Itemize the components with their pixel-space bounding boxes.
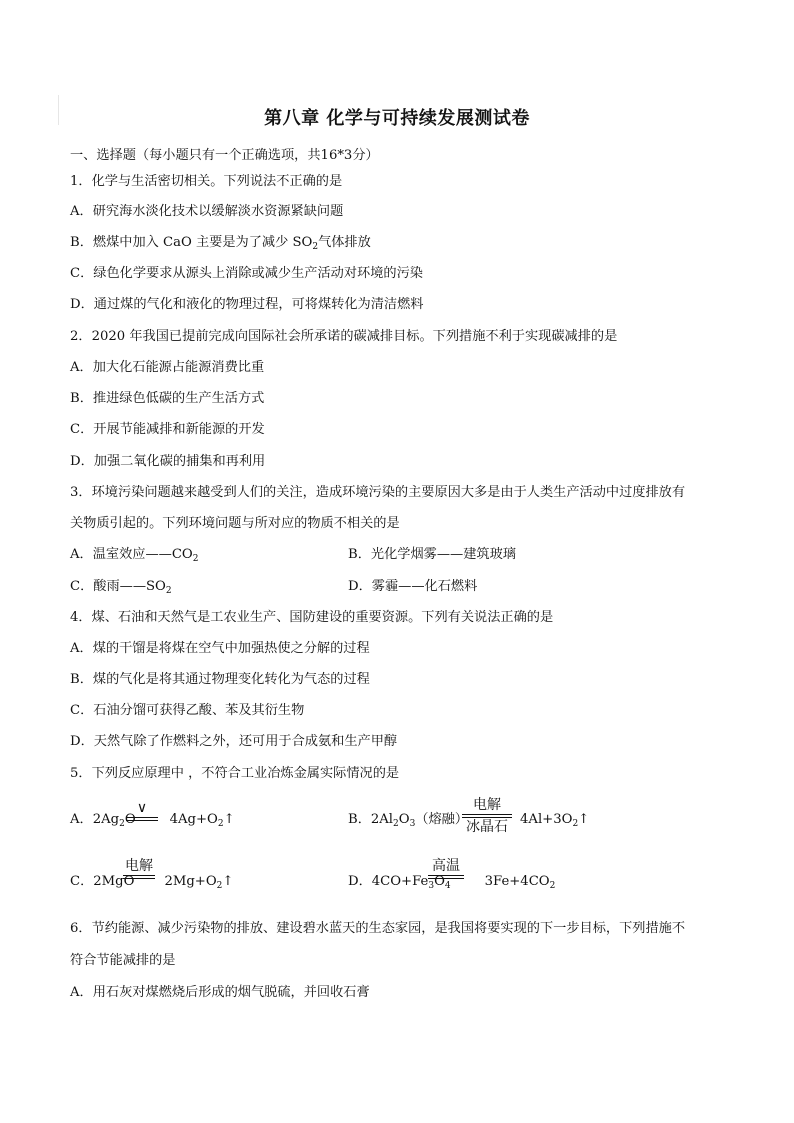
q1-option-b: B．燃煤中加入 CaO 主要是为了减少 $SO_2$气体排放 xyxy=(70,235,371,252)
q1-option-d: D．通过煤的气化和液化的物理过程，可将煤转化为清洁燃料 xyxy=(70,297,424,312)
q3-option-c: C．酸雨$——SO_2$ xyxy=(70,579,172,596)
q1-option-c: C．绿色化学要求从源头上消除或减少生产活动对环境的污染 xyxy=(70,266,423,281)
q5-stem: 5．下列反应原理中 ，不符合工业冶炼金属实际情况的是 xyxy=(70,766,400,781)
q2-option-b: B．推进绿色低碳的生产生活方式 xyxy=(70,391,265,406)
q3-stem-line1: 3．环境污染问题越来越受到人们的关注，造成环境污染的主要原因大多是由于人类生产活动中过度排放有 xyxy=(70,485,686,500)
q3-stem-line2: 关物质引起的。下列环境问题与所对应的物质不相关的是 xyxy=(70,516,400,531)
q4-stem: 4．煤、石油和天然气是工农业生产、国防建设的重要资源。下列有关说法正确的是 xyxy=(70,610,554,625)
q4-option-a: A．煤的干馏是将煤在空气中加强热使之分解的过程 xyxy=(70,641,370,656)
q5-b-condition: 电解 冰晶石 xyxy=(462,796,512,836)
q3-option-d: D．雾霾——化石燃料 xyxy=(348,579,478,594)
q5-option-b: B．$2Al_2O_3$（熔融） $4Al+3O_2↑$ xyxy=(348,812,590,829)
q5-a-condition: ∨ xyxy=(126,799,158,821)
q1-option-a: A．研究海水淡化技术以缓解淡水资源紧缺问题 xyxy=(70,204,344,219)
q4-option-b: B．煤的气化是将其通过物理变化转化为气态的过程 xyxy=(70,672,370,687)
q1-stem: 1．化学与生活密切相关。下列说法不正确的是 xyxy=(70,174,343,189)
q2-stem: 2．2020 年我国已提前完成向国际社会所承诺的碳减排目标。下列措施不利于实现碳减排的是 xyxy=(70,329,618,344)
q5-c-condition: 电解 xyxy=(123,857,155,879)
q6-option-a: A．用石灰对煤燃烧后形成的烟气脱硫，并回收石膏 xyxy=(70,985,370,1000)
q2-option-c: C．开展节能减排和新能源的开发 xyxy=(70,422,265,437)
q5-option-a: A．$2Ag_2O$ $4Ag+O_2↑$ xyxy=(70,812,235,829)
q6-stem-line1: 6．节约能源、减少污染物的排放、建设碧水蓝天的生态家园，是我国将要实现的下一步目标，下列措施不 xyxy=(70,921,686,936)
q5-option-c: C．2MgO $2Mg+O_2↑$ xyxy=(70,874,234,891)
q6-stem-line2: 符合节能减排的是 xyxy=(70,953,176,968)
q3-option-b: B．光化学烟雾——建筑玻璃 xyxy=(348,547,516,562)
q5-option-d: D．$4CO+Fe_3O_4$ $3Fe+4CO_2$ xyxy=(348,874,556,891)
q2-option-a: A．加大化石能源占能源消费比重 xyxy=(70,360,265,375)
q2-option-d: D．加强二氧化碳的捕集和再利用 xyxy=(70,454,266,469)
q5-d-condition: 高温 xyxy=(428,857,464,879)
section-heading: 一、选择题（每小题只有一个正确选项，共16*3分） xyxy=(70,148,379,163)
q4-option-c: C．石油分馏可获得乙酸、苯及其衍生物 xyxy=(70,703,305,718)
page-title: 第八章 化学与可持续发展测试卷 xyxy=(264,108,530,129)
q4-option-d: D．天然气除了作燃料之外，还可用于合成氨和生产甲醇 xyxy=(70,734,398,749)
q3-option-a: A．温室效应$——CO_2$ xyxy=(70,547,199,564)
